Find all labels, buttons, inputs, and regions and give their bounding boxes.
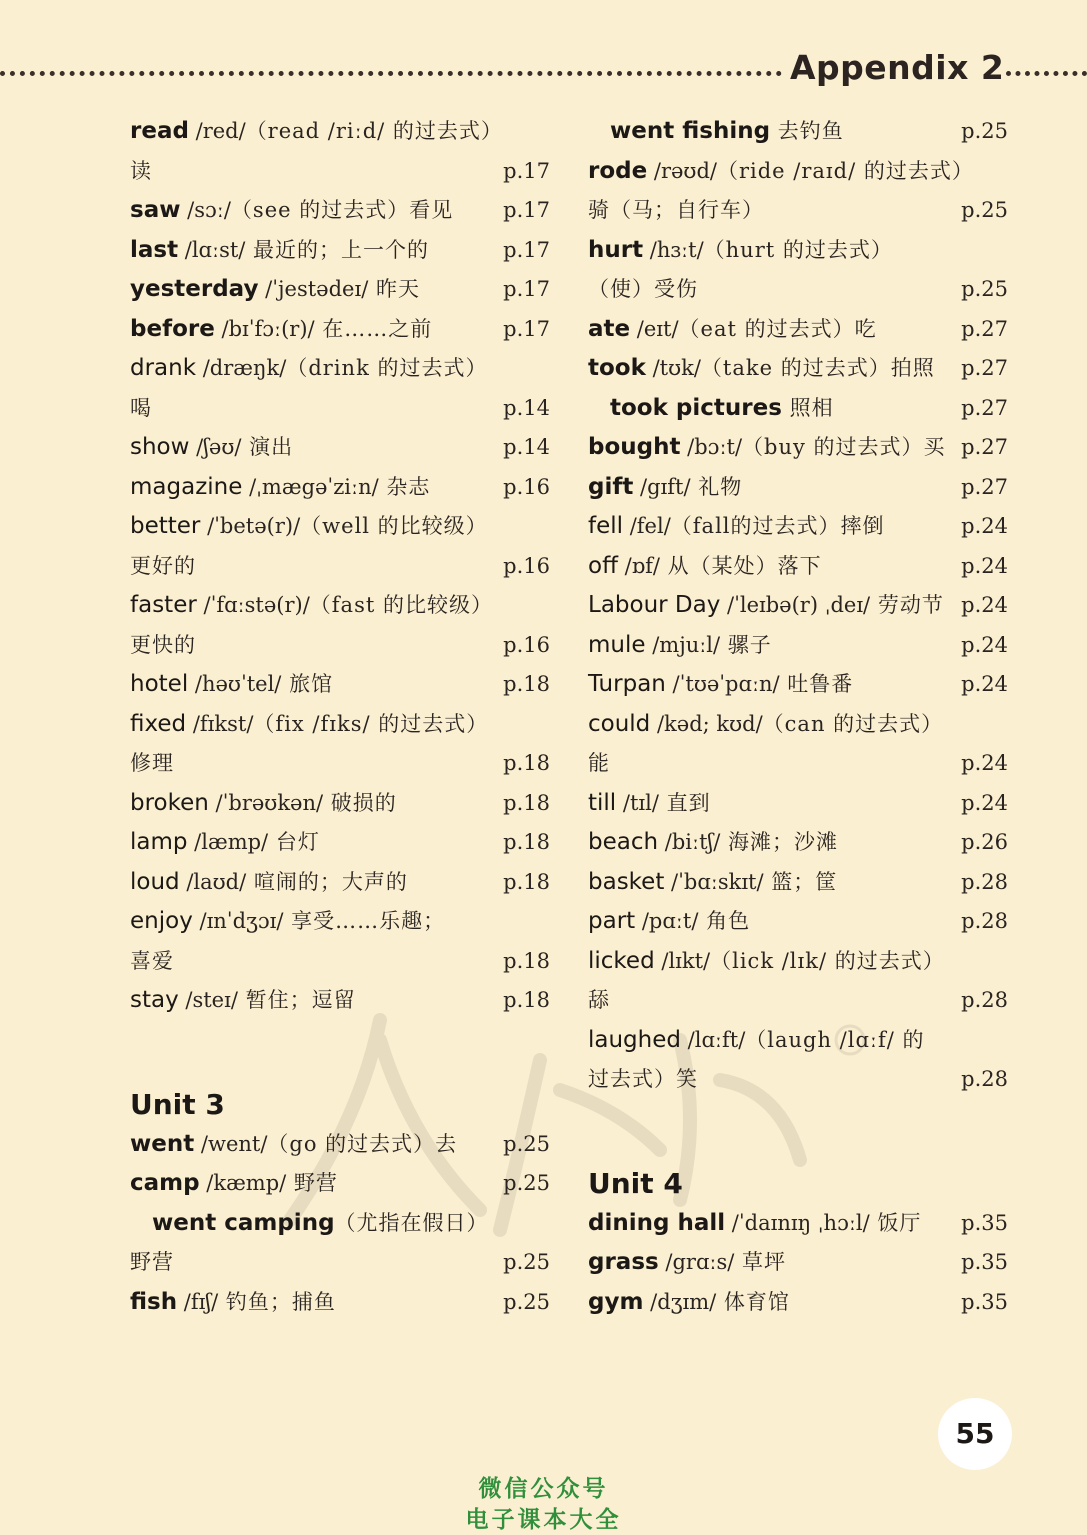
vocab-meaning: （read /riːd/ 的过去式）	[245, 119, 503, 143]
vocab-page-ref: p.27	[961, 395, 1008, 420]
vocab-line	[130, 428, 550, 468]
vocab-phonetic: /ʃəʊ/	[189, 435, 242, 459]
vocab-line	[130, 705, 550, 745]
vocab-page-ref: p.25	[961, 119, 1008, 143]
vocab-word: went camping	[152, 1209, 335, 1236]
vocab-page-ref: p.16	[503, 474, 550, 499]
vocab-word: saw	[130, 197, 181, 223]
vocab-line	[130, 863, 550, 903]
vocab-meaning: （fast 的比较级）	[309, 593, 493, 617]
vocab-meaning: 体育馆	[716, 1289, 790, 1314]
vocab-meaning: 台灯	[268, 830, 320, 854]
vocab-word: hotel	[130, 671, 189, 697]
vocab-line	[588, 349, 1008, 389]
vocab-line	[588, 823, 1008, 863]
vocab-phonetic: /went/	[194, 1131, 268, 1156]
vocab-line	[588, 231, 1008, 271]
vocab-phonetic: /laʊd/	[179, 869, 247, 894]
vocab-word: basket	[588, 868, 665, 895]
vocab-meaning: 旅馆	[281, 672, 334, 696]
vocab-meaning: 修理	[130, 751, 174, 775]
vocab-meaning: 读	[130, 158, 152, 183]
vocab-page-ref: p.27	[961, 316, 1008, 341]
header-dotted-rule-left	[0, 71, 782, 76]
vocab-meaning: 直到	[658, 790, 711, 815]
vocab-line	[130, 823, 550, 863]
vocab-word: drank	[130, 355, 197, 381]
vocab-phonetic: /ˈbrəʊkən/	[208, 790, 324, 815]
vocab-line	[588, 428, 1008, 468]
vocab-word: lamp	[130, 829, 188, 855]
vocab-word: better	[130, 513, 201, 539]
vocab-line	[130, 1283, 550, 1323]
vocab-line	[588, 468, 1008, 508]
vocab-word: ate	[588, 315, 631, 342]
vocab-line	[130, 270, 550, 310]
vocab-meaning: 野营	[286, 1171, 338, 1195]
header-dotted-rule-right	[1006, 71, 1087, 76]
vocab-meaning: 钓鱼；捕鱼	[218, 1289, 336, 1314]
vocab-line	[130, 902, 550, 942]
vocab-page-ref: p.24	[961, 751, 1008, 775]
vocab-phonetic: /ˈfɑːstə(r)/	[196, 593, 310, 617]
vocab-phonetic: /ˈjestədeɪ/	[258, 277, 369, 301]
vocab-line	[130, 191, 550, 231]
vocab-meaning: 骡子	[720, 632, 772, 657]
vocab-line	[588, 626, 1008, 666]
vocab-line	[588, 902, 1008, 942]
vocab-line	[130, 744, 550, 784]
vocab-word: gift	[588, 473, 634, 500]
vocab-page-ref: p.18	[503, 672, 550, 696]
vocab-phonetic: /lɑːst/	[178, 237, 246, 262]
vocab-line	[130, 231, 550, 271]
vocab-word: mule	[588, 631, 646, 658]
vocab-phonetic: /ˈtʊəˈpɑːn/	[665, 672, 780, 696]
vocab-meaning: 篮；筐	[763, 869, 838, 894]
vocab-word: read	[130, 118, 189, 144]
vocab-phonetic: /ˈbetə(r)/	[200, 514, 301, 538]
vocab-meaning: （buy 的过去式）买	[742, 435, 946, 459]
vocab-page-ref: p.18	[503, 751, 550, 775]
vocab-phonetic: /hɜːt/	[643, 237, 704, 262]
vocab-word: hurt	[588, 236, 644, 263]
vocab-meaning: 破损的	[323, 790, 397, 815]
vocab-word: camp	[130, 1170, 200, 1196]
vocab-word: faster	[130, 592, 197, 618]
page-number: 55	[938, 1398, 1012, 1470]
vocab-page-ref: p.18	[503, 869, 550, 894]
vocab-word: broken	[130, 789, 209, 816]
vocab-line	[588, 705, 1008, 745]
vocab-word: rode	[588, 157, 648, 184]
vocab-line	[588, 1283, 1008, 1323]
vocab-meaning: 暂住；逗留	[237, 988, 356, 1012]
vocab-line	[130, 586, 550, 626]
left-column	[130, 112, 550, 1322]
vocab-word: took pictures	[610, 394, 782, 421]
vocab-page-ref: p.28	[961, 988, 1008, 1012]
footer-line-1: 微信公众号	[478, 1476, 609, 1502]
vocab-meaning: 劳动节	[870, 593, 944, 617]
vocab-meaning: 喝	[130, 395, 152, 420]
vocab-phonetic: /dræŋk/	[196, 356, 287, 380]
vocab-line	[130, 389, 550, 429]
vocab-meaning: （go 的过去式）去	[267, 1131, 458, 1156]
vocab-line	[588, 586, 1008, 626]
vocab-phonetic: /fel/	[623, 514, 671, 538]
vocab-word: beach	[588, 829, 659, 855]
vocab-meaning: 过去式）笑	[588, 1067, 698, 1091]
vocab-line	[588, 863, 1008, 903]
vocab-meaning: 草坪	[734, 1250, 787, 1274]
vocab-page-ref: p.17	[503, 237, 550, 262]
unit-title: Unit 3	[130, 1087, 225, 1121]
vocab-phonetic: /eɪt/	[630, 316, 679, 341]
vocab-line	[588, 744, 1008, 784]
appendix-header	[0, 48, 1087, 94]
vocab-line	[588, 547, 1008, 587]
vocab-meaning: 能	[588, 751, 610, 775]
vocab-line	[588, 389, 1008, 429]
vocab-line	[130, 1243, 550, 1283]
vocab-page-ref: p.24	[961, 593, 1008, 617]
vocab-word: could	[588, 710, 651, 737]
vocab-meaning: 演出	[241, 435, 294, 459]
vocab-phonetic: /fɪkst/	[186, 711, 254, 736]
vocab-page-ref: p.16	[503, 632, 550, 657]
appendix-title: Appendix 2	[790, 48, 1005, 87]
vocab-line	[130, 981, 550, 1021]
vocab-line	[588, 942, 1008, 982]
vocab-meaning: （使）受伤	[588, 277, 698, 301]
vocab-phonetic: /bɔːt/	[680, 435, 743, 459]
vocab-page-ref: p.25	[961, 277, 1008, 301]
footer-line-2: 电子课本大全	[465, 1507, 622, 1533]
vocab-phonetic: /ɪnˈdʒɔɪ/	[192, 909, 284, 933]
vocab-phonetic: /mjuːl/	[645, 632, 721, 657]
vocab-meaning: 照相	[781, 395, 834, 420]
vocab-line	[130, 507, 550, 547]
vocab-line	[588, 191, 1008, 231]
vocab-page-ref: p.35	[961, 1250, 1008, 1274]
vocab-phonetic: /ˈbɑːskɪt/	[664, 869, 764, 894]
vocab-line	[588, 981, 1008, 1021]
vocab-line	[130, 1204, 550, 1244]
vocab-page-ref: p.26	[961, 830, 1008, 854]
vocab-meaning: （take 的过去式）拍照	[700, 356, 935, 380]
vocab-phonetic: /tɪl/	[616, 790, 659, 815]
vocab-page-ref: p.14	[503, 395, 550, 420]
vocab-page-ref: p.24	[961, 553, 1008, 578]
vocab-meaning: （尤指在假日）	[334, 1210, 489, 1235]
vocab-meaning: （lick /lɪk/ 的过去式）	[710, 948, 945, 973]
vocab-phonetic: /ˌmægəˈziːn/	[242, 474, 379, 499]
vocab-meaning: 舔	[588, 988, 610, 1012]
vocab-page-ref: p.28	[961, 909, 1008, 933]
vocab-line	[130, 1125, 550, 1165]
vocab-meaning: 骑（马；自行车）	[588, 198, 764, 222]
vocab-line	[588, 270, 1008, 310]
vocab-line	[588, 784, 1008, 824]
vocab-word: Turpan	[588, 671, 666, 697]
vocab-phonetic: /sɔː/	[180, 198, 231, 222]
vocab-page-ref: p.17	[503, 316, 550, 341]
vocab-word: laughed	[588, 1026, 681, 1053]
vocab-page-ref: p.25	[503, 1171, 550, 1195]
vocab-phonetic: /rəʊd/	[647, 158, 717, 183]
vocab-phonetic: /kəd; kʊd/	[650, 711, 763, 736]
vocab-line	[130, 547, 550, 587]
vocab-phonetic: /lɪkt/	[654, 948, 711, 973]
vocab-phonetic: /dʒɪm/	[643, 1289, 717, 1314]
vocab-meaning: （ride /raɪd/ 的过去式）	[716, 158, 974, 183]
vocab-line	[130, 112, 550, 152]
vocab-page-ref: p.27	[961, 435, 1008, 459]
vocab-page-ref: p.25	[961, 198, 1008, 222]
vocab-line	[588, 1060, 1008, 1100]
vocab-page-ref: p.18	[503, 790, 550, 815]
vocab-meaning: 海滩；沙滩	[720, 830, 838, 854]
vocab-page-ref: p.17	[503, 158, 550, 183]
vocab-page-ref: p.24	[961, 514, 1008, 538]
vocab-phonetic: /tʊk/	[645, 356, 701, 380]
vocab-line	[588, 1021, 1008, 1061]
vocab-line	[130, 626, 550, 666]
vocab-phonetic: /lɑːft/	[681, 1027, 746, 1052]
vocab-word: before	[130, 315, 215, 342]
vocab-word: gym	[588, 1288, 644, 1315]
vocab-meaning: （well 的比较级）	[300, 514, 488, 538]
vocab-word: dining hall	[588, 1209, 726, 1236]
vocab-page-ref: p.28	[961, 869, 1008, 894]
vocab-word: stay	[130, 987, 179, 1013]
vocab-line	[130, 784, 550, 824]
vocab-word: show	[130, 434, 190, 460]
vocab-phonetic: /bɪˈfɔː(r)/	[214, 316, 315, 341]
vocab-meaning: 去钓鱼	[770, 119, 844, 143]
vocab-meaning: 礼物	[690, 474, 743, 499]
vocab-word: yesterday	[130, 276, 259, 302]
vocab-line	[588, 1243, 1008, 1283]
vocab-phonetic: /ˈleɪbə(r) ˌdeɪ/	[720, 593, 871, 617]
vocab-line	[588, 507, 1008, 547]
vocab-word: bought	[588, 434, 681, 460]
vocab-meaning: （hurt 的过去式）	[703, 237, 893, 262]
vocab-meaning: （drink 的过去式）	[286, 356, 488, 380]
vocab-meaning: 杂志	[378, 474, 431, 499]
section-spacer	[588, 1100, 1008, 1164]
vocab-meaning: （fall的过去式）摔倒	[670, 514, 885, 538]
vocab-page-ref: p.28	[961, 1067, 1008, 1091]
vocab-page-ref: p.17	[503, 277, 550, 301]
vocab-page-ref: p.25	[503, 1250, 550, 1274]
vocab-meaning: （laugh /lɑːf/ 的	[745, 1027, 925, 1052]
vocab-page-ref: p.16	[503, 553, 550, 578]
vocab-page-ref: p.35	[961, 1210, 1008, 1235]
vocab-phonetic: /fɪʃ/	[177, 1289, 219, 1314]
vocab-word: last	[130, 236, 179, 263]
section-spacer	[130, 1021, 550, 1085]
vocab-meaning: （can 的过去式）	[762, 711, 944, 736]
vocab-meaning: 喜爱	[130, 948, 174, 973]
vocab-meaning: 吐鲁番	[779, 672, 854, 696]
vocab-line	[588, 152, 1008, 192]
vocab-meaning: 享受……乐趣；	[283, 909, 446, 933]
vocab-meaning: 更好的	[130, 553, 196, 578]
right-column	[588, 112, 1008, 1322]
vocab-word: went	[130, 1130, 195, 1157]
vocab-page-ref: p.27	[961, 474, 1008, 499]
vocab-line	[130, 349, 550, 389]
vocab-phonetic: /ɒf/	[617, 553, 660, 578]
vocab-page-ref: p.25	[503, 1131, 550, 1156]
vocab-word: enjoy	[130, 908, 193, 934]
vocab-line	[130, 310, 550, 350]
vocab-word: fixed	[130, 710, 187, 737]
vocab-word: fell	[588, 513, 624, 539]
vocab-page-ref: p.35	[961, 1289, 1008, 1314]
vocab-page-ref: p.14	[503, 435, 550, 459]
vocab-word: part	[588, 908, 636, 934]
vocab-phonetic: /steɪ/	[178, 988, 238, 1012]
vocab-word: Labour Day	[588, 592, 721, 618]
vocab-phonetic: /læmp/	[187, 830, 269, 854]
vocab-meaning: 最近的；上一个的	[245, 237, 430, 262]
vocab-meaning: 更快的	[130, 632, 196, 657]
vocab-meaning: 昨天	[368, 277, 420, 301]
vocab-page-ref: p.27	[961, 356, 1008, 380]
vocab-page-ref: p.24	[961, 790, 1008, 815]
vocab-page-ref: p.18	[503, 948, 550, 973]
vocab-page-ref: p.18	[503, 830, 550, 854]
vocab-page-ref: p.24	[961, 632, 1008, 657]
vocab-word: grass	[588, 1249, 659, 1275]
vocab-line	[130, 942, 550, 982]
unit-title: Unit 4	[588, 1166, 683, 1200]
vocab-phonetic: /pɑːt/	[635, 909, 699, 933]
vocab-word: went fishing	[610, 118, 771, 144]
vocab-word: magazine	[130, 473, 243, 500]
vocab-meaning: 饭厅	[869, 1210, 922, 1235]
vocab-line	[130, 468, 550, 508]
vocab-page-ref: p.25	[503, 1289, 550, 1314]
vocab-line	[130, 665, 550, 705]
vocab-meaning: （eat 的过去式）吃	[678, 316, 877, 341]
vocab-line	[588, 665, 1008, 705]
vocab-line	[588, 112, 1008, 152]
vocab-meaning: 喧闹的；大声的	[246, 869, 408, 894]
vocab-word: loud	[130, 868, 180, 895]
vocab-meaning: 从（某处）落下	[659, 553, 822, 578]
vocab-phonetic: /grɑːs/	[658, 1250, 735, 1274]
vocab-line	[588, 1204, 1008, 1244]
vocab-meaning: 野营	[130, 1250, 174, 1274]
vocab-line	[130, 152, 550, 192]
vocab-meaning: 在……之前	[314, 316, 433, 341]
vocab-word: off	[588, 552, 618, 579]
vocab-word: till	[588, 789, 617, 816]
vocab-line	[130, 1164, 550, 1204]
vocab-meaning: 角色	[698, 909, 751, 933]
vocab-phonetic: /ˈdaɪnɪŋ ˌhɔːl/	[725, 1210, 870, 1235]
vocab-line	[588, 310, 1008, 350]
vocab-word: licked	[588, 947, 655, 974]
vocab-meaning: （fix /fɪks/ 的过去式）	[253, 711, 489, 736]
vocab-page-ref: p.17	[503, 198, 550, 222]
vocab-phonetic: /kæmp/	[199, 1171, 287, 1195]
vocab-phonetic: /biːtʃ/	[658, 830, 721, 854]
vocab-word: fish	[130, 1288, 178, 1315]
vocab-meaning: （see 的过去式）看见	[230, 198, 454, 222]
vocab-page-ref: p.24	[961, 672, 1008, 696]
vocab-page-ref: p.18	[503, 988, 550, 1012]
vocab-word: took	[588, 355, 646, 381]
vocab-phonetic: /həʊˈtel/	[188, 672, 282, 696]
vocab-phonetic: /red/	[188, 119, 246, 143]
vocab-phonetic: /gɪft/	[633, 474, 691, 499]
